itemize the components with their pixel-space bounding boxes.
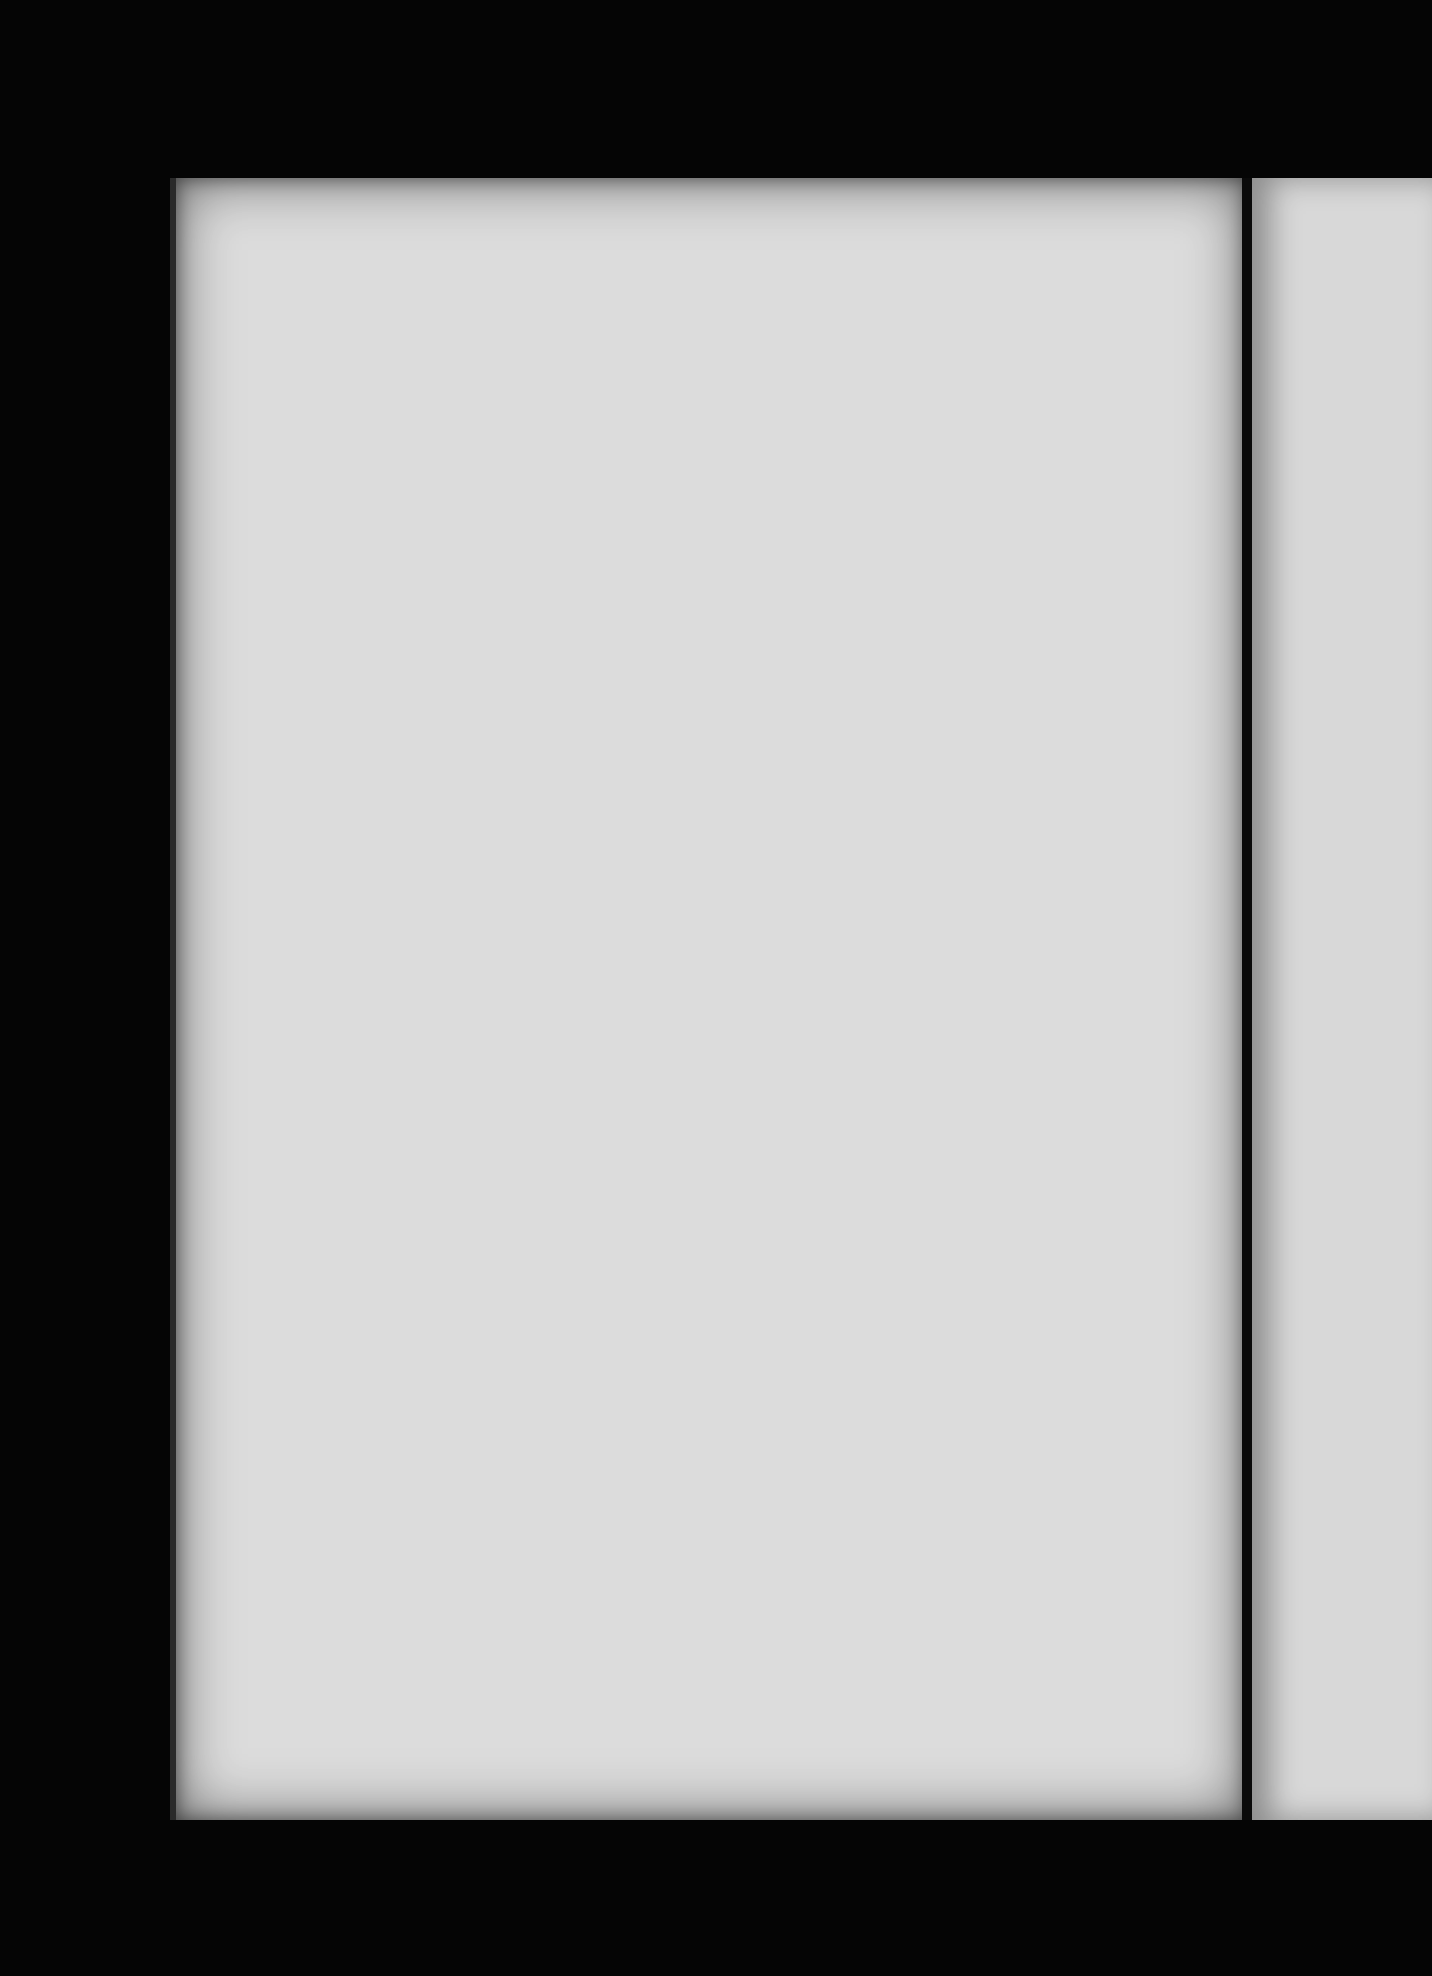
book-binding [1242,178,1252,1820]
book-page-right [1252,178,1432,1820]
book-page-left [170,178,1246,1820]
